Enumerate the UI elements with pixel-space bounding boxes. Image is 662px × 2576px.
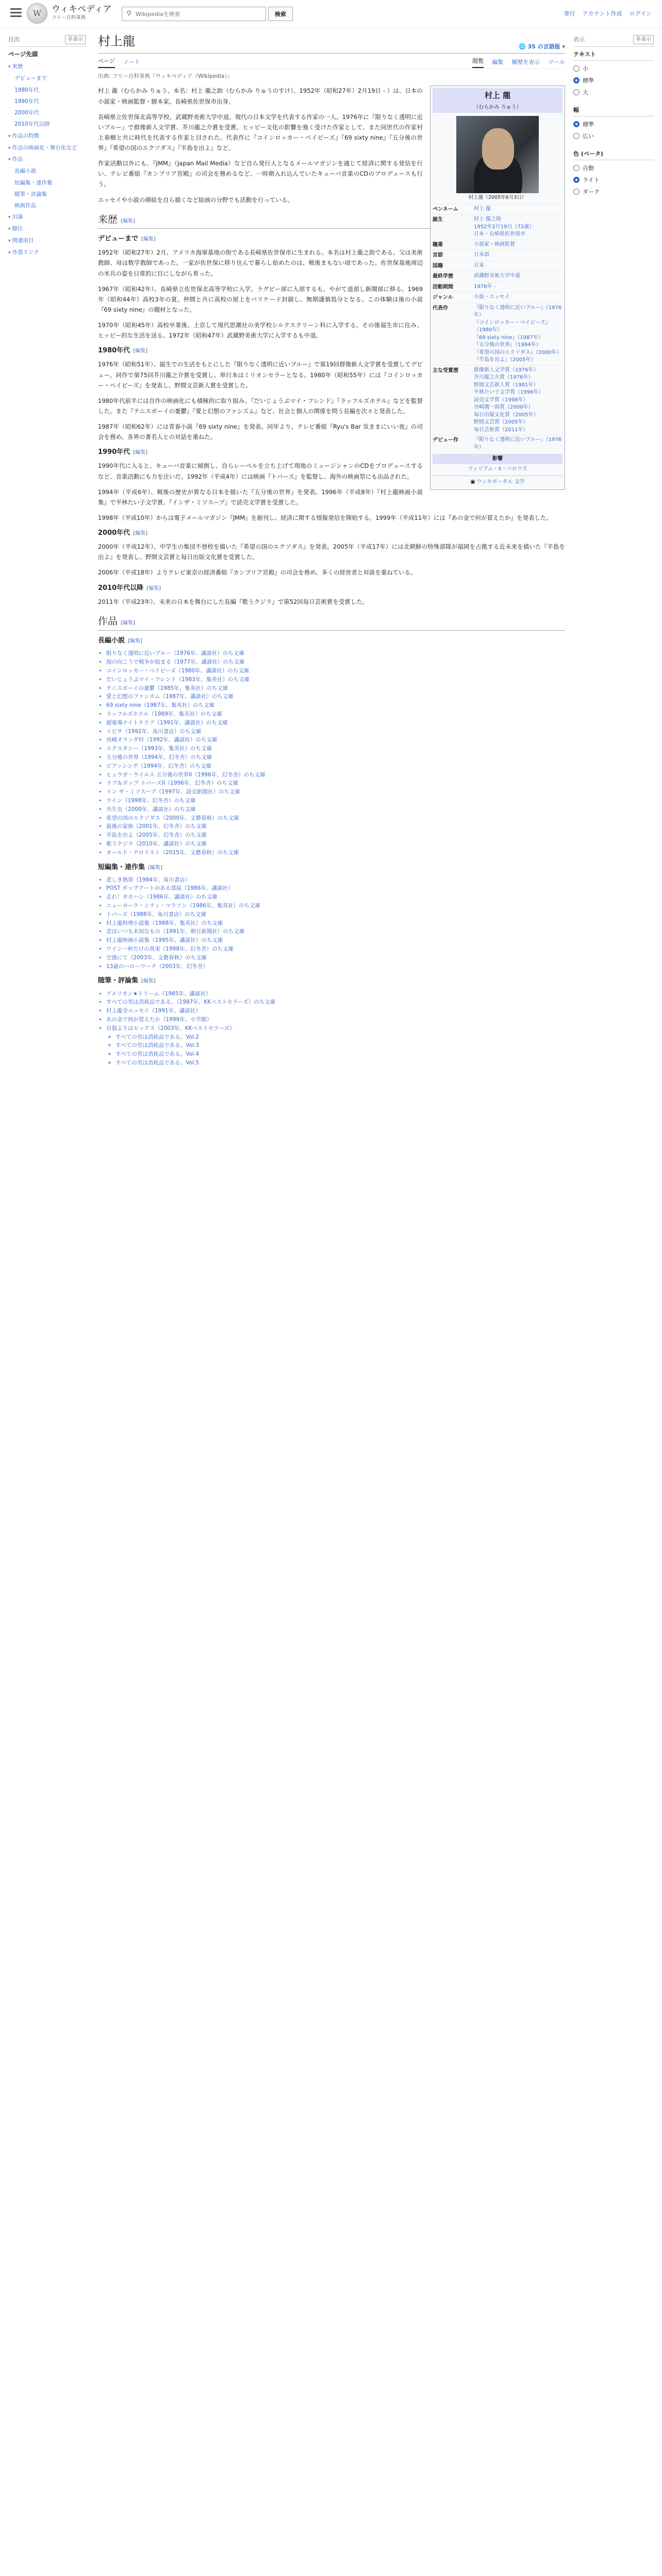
article-source-line: 出典: フリー百科事典『ウィキペディア（Wikipedia）』 xyxy=(98,73,233,80)
infobox-reading: （むらかみ りゅう） xyxy=(433,104,562,113)
work-item[interactable]: • 13歳のハローワーク（2003年、幻冬舎） xyxy=(106,962,565,971)
work-item[interactable]: • 歌うクジラ（2010年、講談社）のち文庫 xyxy=(106,840,565,849)
infobox-value-line[interactable]: 『半島を出よ』（2005年） xyxy=(474,357,536,363)
edit-1990s-link[interactable]: 編集 xyxy=(135,450,146,456)
work-item[interactable]: • 走れ！タカハシ（1986年、講談社）のち文庫 xyxy=(106,893,565,902)
section-debut: デビューまで [編集] xyxy=(98,235,156,243)
paragraph: エッセイや小説の挿絵を自ら描くなど絵画の分野でも活動を行っている。 xyxy=(98,196,293,204)
toc-item-label: 随筆・評論集 xyxy=(14,191,47,197)
toc-item-label: 来歴 xyxy=(12,63,23,70)
chevron-down-icon[interactable]: ▾ xyxy=(8,157,11,163)
text-size-label: 大 xyxy=(583,89,588,96)
chevron-down-icon[interactable]: ▾ xyxy=(8,215,11,221)
infobox-value-line[interactable]: 1976年 - xyxy=(474,283,496,290)
work-item[interactable]: • テニスボーイの憂鬱（1985年、集英社）のち文庫 xyxy=(106,684,565,693)
toc-item[interactable] xyxy=(8,200,86,211)
width-option[interactable] xyxy=(573,130,654,142)
infobox-value xyxy=(474,241,562,249)
width-label: 標準 xyxy=(583,121,594,128)
infobox-value xyxy=(474,367,562,434)
essays-list xyxy=(98,990,565,1067)
work-item[interactable]: • 最後の家族（2001年、幻冬舎）のち文庫 xyxy=(106,822,565,831)
infobox-value-line[interactable]: 群像新人文学賞（1976年） xyxy=(474,367,539,373)
work-item[interactable]: • すべての男は消耗品である。（1987年、KKベストセラーズ）のち文庫 xyxy=(106,998,565,1007)
work-item[interactable]: • 限りなく透明に近いブルー（1976年、講談社）のち文庫 xyxy=(106,649,565,658)
work-item[interactable]: ◦ すべての男は消耗品である。Vol.3 xyxy=(115,1041,565,1050)
width-option[interactable] xyxy=(573,118,654,130)
infobox-key: 最終学歴 xyxy=(433,274,453,280)
work-item[interactable]: • トパーズ（1988年、角川書店）のち文庫 xyxy=(106,910,565,919)
work-item[interactable]: • ピアッシング（1994年、幻冬舎）のち文庫 xyxy=(106,762,565,771)
appearance-heading: 表示 xyxy=(573,36,585,43)
infobox-row xyxy=(433,271,562,282)
toc-item-label: 出演 xyxy=(12,214,23,221)
work-item[interactable]: • 村上龍映画小説集（1995年、講談社）のち文庫 xyxy=(106,936,565,945)
tab-edit[interactable]: 編集 xyxy=(492,59,504,66)
infobox xyxy=(430,86,565,489)
infobox-value-line[interactable]: 『希望の国のエクソダス』（2000年） xyxy=(474,349,562,355)
edit-short-link[interactable]: 編集 xyxy=(150,865,160,871)
width-title: 幅 xyxy=(573,106,654,116)
toc-item[interactable] xyxy=(8,247,86,259)
infobox-key: 活動期間 xyxy=(433,284,453,290)
paragraph: 1987年（昭和62年）には青春小説『69 sixty nine』を発表。同年より、テレビ番組『Ryu's Bar 気ままにいい夜』の司会を務め、各界の著名人との対話を重ねた。 xyxy=(98,423,423,441)
infobox-name: 村上 龍 xyxy=(433,88,562,103)
edit-works-link[interactable]: 編集 xyxy=(122,620,133,626)
work-item[interactable]: • 半島を出よ（2005年、幻冬舎）のち文庫 xyxy=(106,831,565,840)
infobox-value xyxy=(474,283,562,292)
work-item[interactable]: • 恋はいつも未知なもの（1991年、朝日新聞社）のち文庫 xyxy=(106,927,565,936)
width-label: 広い xyxy=(583,132,594,140)
infobox-value-line[interactable]: 日本 xyxy=(474,262,484,268)
paragraph: 1952年（昭和27年）2月、アメリカ海軍基地の街である長崎県佐世保市に生まれる。本名は村上龍之助である。父は美術教師、母は数学教師であった。一家が佐世保に移り住んで暮らし始めたのは、戦後まもない頃であった。佐世保基地周辺の米兵の姿を日常的に目にしながら育った。 xyxy=(98,249,423,277)
toc-item[interactable] xyxy=(8,118,86,130)
infobox-value-line[interactable]: 1952年2月19日（72歳） xyxy=(474,224,535,230)
toc-item[interactable] xyxy=(8,211,86,223)
infobox-value-line[interactable]: 芥川龍之介賞（1976年） xyxy=(474,375,534,381)
work-item[interactable]: • アメリカン★ドリーム（1985年、講談社） xyxy=(106,990,565,998)
donate-link[interactable]: 寄付 xyxy=(564,10,575,17)
create-account-link[interactable]: アカウント作成 xyxy=(582,10,622,17)
toc-item[interactable] xyxy=(8,154,86,165)
work-item[interactable]: • 村上龍料理小説集（1988年、集英社）のち文庫 xyxy=(106,919,565,928)
work-item[interactable]: • 69 sixty nine（1987年、集英社）のち文庫 xyxy=(106,701,565,710)
infobox-row xyxy=(433,250,562,261)
toc-item[interactable] xyxy=(8,189,86,200)
infobox-value-line[interactable]: 『限りなく透明に近いブルー』（1976年） xyxy=(474,437,562,450)
toc-item-label: 作品 xyxy=(12,156,23,163)
toc-item[interactable] xyxy=(8,223,86,235)
text-size-option[interactable] xyxy=(573,63,654,75)
toc-item-label: 映画作品 xyxy=(14,202,36,209)
color-group xyxy=(573,149,654,198)
tab-read[interactable]: 閲覧 xyxy=(472,57,484,68)
chevron-down-icon[interactable]: ▾ xyxy=(8,64,11,70)
toc-item[interactable] xyxy=(8,84,86,96)
toc-item[interactable] xyxy=(8,61,86,73)
work-item[interactable]: • エクスタシー（1993年、集英社）のち文庫 xyxy=(106,744,565,753)
infobox-value-line[interactable]: 野間文芸新人賞（1981年） xyxy=(474,382,539,388)
section-long-novels: 長編小説 [編集] xyxy=(98,637,142,645)
short-stories-list xyxy=(98,876,565,971)
paragraph: 2011年（平成23年）、未来の日本を舞台にした長編『歌うクジラ』で第52回毎日芸術賞を受賞した。 xyxy=(98,598,369,605)
infobox-influence-heading: 影響 xyxy=(433,454,562,464)
search-box xyxy=(122,7,266,21)
search-icon: ⚲ xyxy=(126,9,131,18)
edit-history-link[interactable]: 編集 xyxy=(122,218,133,224)
text-size-title: テキスト xyxy=(573,50,654,61)
toc-item[interactable] xyxy=(8,73,86,84)
infobox-row xyxy=(433,240,562,250)
work-item[interactable]: • だいじょうぶマイ・フレンド（1983年、集英社）のち文庫 xyxy=(106,675,565,684)
essay-series-list xyxy=(98,1033,565,1067)
paragraph: 1998年（平成10年）からは電子メールマガジン『JMM』を創刊し、経済に関する情報発信を開始する。1999年（平成11年）には『あの金で何が買えたか』を発表した。 xyxy=(98,514,553,521)
color-title: 色 (ベータ) xyxy=(573,149,654,160)
site-header xyxy=(0,0,662,28)
infobox-value-line[interactable]: 武蔵野美術大学中退 xyxy=(474,273,520,279)
toc-item[interactable] xyxy=(8,96,86,107)
infobox-key: 主な受賞歴 xyxy=(433,367,458,374)
paragraph: 1994年（平成6年）、戦後の歴史が異なる日本を描いた『五分後の世界』を発表。1996年（平成8年）『村上龍映画小説集』で平林たい子文学賞、『インザ・ミソスープ』で読売文学賞を受賞した。 xyxy=(98,488,423,506)
edit-2000s-link[interactable]: 編集 xyxy=(135,531,146,537)
logo-tagline: フリー百科事典 xyxy=(52,14,86,21)
toc-item[interactable] xyxy=(8,165,86,177)
influence-link[interactable]: ウィリアム・S・バロウズ xyxy=(468,466,527,472)
infobox-value xyxy=(474,251,562,260)
section-essays: 随筆・評論集 [編集] xyxy=(98,977,156,985)
edit-essay-link[interactable]: 編集 xyxy=(143,978,154,985)
infobox-value xyxy=(474,436,562,451)
work-item[interactable]: • ヒュウガ・ウイルス 五分後の世界II（1996年、幻冬舎）のち文庫 xyxy=(106,771,565,779)
appearance-sidebar xyxy=(573,35,654,205)
paragraph: 村上 龍（むらかみ りゅう、本名：村上 龍之助（むらかみ りゅうのすけ）、1952年（昭和27年）2月19日 - ）は、日本の小説家・映画監督・脚本家。長崎県佐世保市出身。 xyxy=(98,87,423,105)
toc-item-label: 外部リンク xyxy=(12,249,39,256)
work-item[interactable]: ◦ すべての男は消耗品である。Vol.4 xyxy=(115,1050,565,1059)
color-option[interactable] xyxy=(573,174,654,186)
text-size-group xyxy=(573,50,654,98)
edit-2010s-link[interactable]: 編集 xyxy=(148,585,159,591)
section-1990s: 1990年代 [編集] xyxy=(98,448,147,456)
infobox-value-line[interactable]: 村上 龍之助 xyxy=(474,216,502,223)
infobox-value-line[interactable]: 『69 sixty nine』（1987年） xyxy=(474,334,543,341)
section-works: 作品 [編集] xyxy=(98,614,565,631)
work-item[interactable]: • 五分後の世界（1994年、幻冬舎）のち文庫 xyxy=(106,753,565,762)
edit-debut-link[interactable]: 編集 xyxy=(143,236,154,243)
section-2010s: 2010年代以降 [編集] xyxy=(98,584,161,592)
edit-1980s-link[interactable]: 編集 xyxy=(135,348,146,354)
work-item[interactable]: • 空港にて（2003年、文藝春秋）のち文庫 xyxy=(106,954,565,962)
language-button[interactable]: 🌐 35 の言語版 ▾ xyxy=(518,43,565,50)
infobox-row xyxy=(433,204,562,215)
work-item[interactable]: • 希望の国のエクソダス（2000年、文藝春秋）のち文庫 xyxy=(106,814,565,823)
paragraph: 1980年代前半には自作の映画化にも積極的に取り組み、『だいじょうぶマイ・フレンド』『ラッフルズホテル』などを監督した。また『テニスボーイの憂鬱』『愛と幻想のファシズム』など、社会と個人の関係を問う長編を次々と発表した。 xyxy=(98,397,423,415)
radio-icon xyxy=(573,133,580,139)
infobox-value-line[interactable]: 毎日出版文化賞（2005年） xyxy=(474,412,539,418)
toc-item-label: 短編集・連作集 xyxy=(14,179,53,186)
toc-item[interactable] xyxy=(8,235,86,247)
portal-link[interactable] xyxy=(433,476,562,487)
paragraph: 2000年（平成12年）、中学生の集団不登校を描いた『希望の国のエクソダス』を発表。2005年（平成17年）には北朝鮮の特殊部隊が福岡を占拠する近未来を描いた『半島を出よ』を発表し、野間文芸賞と毎日出版文化賞を受賞した。 xyxy=(98,543,565,561)
page-tabs xyxy=(98,56,565,69)
work-item[interactable]: • 愛と幻想のファシズム（1987年、講談社）のち文庫 xyxy=(106,692,565,701)
toc-heading: 目次 xyxy=(8,36,20,43)
main-content xyxy=(98,32,565,1072)
toc-item[interactable] xyxy=(8,130,86,142)
text-size-option[interactable] xyxy=(573,75,654,87)
infobox-value xyxy=(474,216,562,239)
chevron-down-icon[interactable]: ▾ xyxy=(8,227,11,232)
infobox-row xyxy=(433,292,562,303)
text-size-option[interactable] xyxy=(573,87,654,98)
work-item[interactable]: • あの金で何が買えたか（1999年、小学館） xyxy=(106,1015,565,1024)
infobox-value-line[interactable]: 毎日芸術賞（2011年） xyxy=(474,427,528,433)
toc-item-label: 作品の映画化・舞台化など xyxy=(12,144,77,151)
toc-item-label: 1980年代 xyxy=(14,87,39,93)
radio-icon xyxy=(573,65,580,72)
toc-item[interactable] xyxy=(8,177,86,189)
toc-item-label: 作品の特徴 xyxy=(12,132,40,139)
infobox-key: ジャンル xyxy=(433,295,453,301)
paragraph: 1967年（昭和42年）、長崎県立佐世保北高等学校に入学。ラグビー部に入部するも、やがて退部し新聞部に移る。1969年（昭和44年）高校3年の夏、仲間と共に高校の屋上をバリケード封鎖し、無期謹慎処分となる。この体験は後の小説『69 sixty nine』の題材となった。 xyxy=(98,285,423,313)
work-item[interactable]: • ラッフルズホテル（1989年、集英社）のち文庫 xyxy=(106,710,565,719)
infobox-value xyxy=(474,304,562,364)
section-1980s: 1980年代 [編集] xyxy=(98,347,147,355)
infobox-row xyxy=(433,214,562,240)
work-item[interactable]: • 共生虫（2000年、講談社）のち文庫 xyxy=(106,805,565,814)
section-history: 来歴 [編集] xyxy=(98,212,565,229)
color-option[interactable] xyxy=(573,186,654,198)
paragraph: 1976年（昭和51年）、福生での生活をもとにした『限りなく透明に近いブルー』で第19回群像新人文学賞を受賞してデビュー。同作で第75回芥川龍之介賞を受賞し、単行本はミリオンセラーとなる。1980年（昭和55年）には『コインロッカー・ベイビーズ』を発表し、野間文芸新人賞を受賞した。 xyxy=(98,361,423,389)
portal-link-label[interactable]: ウィキポータル 文学 xyxy=(477,479,525,485)
author-portrait[interactable] xyxy=(456,116,539,193)
infobox-row xyxy=(433,282,562,293)
infobox-value-line[interactable]: 野間文芸賞（2005年） xyxy=(474,419,528,426)
infobox-row xyxy=(433,435,562,452)
chevron-down-icon[interactable]: ▾ xyxy=(8,250,11,256)
toc-top-link[interactable]: ページ先頭 xyxy=(8,50,38,58)
work-item[interactable]: • ワイン一杯だけの真実（1998年、幻冬舎）のち文庫 xyxy=(106,945,565,954)
work-item[interactable]: • 自殺よりはセックス（2003年、KKベストセラーズ） xyxy=(106,1024,565,1033)
paragraph: 2006年（平成18年）よりテレビ東京の経済番組『カンブリア宮殿』の司会を務め、多くの経営者と対談を重ねている。 xyxy=(98,569,417,577)
search-button[interactable]: 検索 xyxy=(268,7,293,21)
chevron-down-icon[interactable]: ▾ xyxy=(8,133,11,139)
work-item[interactable]: • POST ポップアートのある部屋（1986年、講談社） xyxy=(106,884,565,893)
toc-item-label: 2000年代 xyxy=(14,110,39,116)
appearance-hide-button[interactable]: 非表示 xyxy=(633,35,654,44)
color-label: ライト xyxy=(583,176,600,183)
toc-item-label: 2010年代以降 xyxy=(14,121,50,128)
search-input[interactable] xyxy=(136,11,266,18)
radio-icon xyxy=(573,89,580,95)
toc-sidebar xyxy=(8,35,86,259)
tab-article[interactable]: ページ xyxy=(98,57,115,68)
work-item[interactable]: • イン ザ・ミソスープ（1997年、読売新聞社）のち文庫 xyxy=(106,788,565,796)
tab-talk[interactable]: ノート xyxy=(123,59,140,66)
work-item[interactable]: • イビサ（1992年、角川書店）のち文庫 xyxy=(106,727,565,736)
tab-tools[interactable]: ツール xyxy=(548,59,565,66)
section-short-stories: 短編集・連作集 [編集] xyxy=(98,863,162,871)
toc-item-label: 脚注 xyxy=(12,226,23,232)
infobox-key: 国籍 xyxy=(433,263,443,269)
work-item[interactable]: • オールド・テロリスト（2015年、文藝春秋）のち文庫 xyxy=(106,849,565,857)
radio-icon xyxy=(573,177,580,183)
paragraph: 作家活動以外にも、『JMM』（Japan Mail Media）など自ら発行人となるメールマガジンを通じて経済に関する発信を行い、テレビ番組『カンブリア宮殿』の司会を務めるなど、一時期入れ込んでいたキューバ音楽のCDのプロデュースも行う。 xyxy=(98,160,423,188)
infobox-row xyxy=(433,303,562,365)
portal-icon: ▣ xyxy=(470,479,475,485)
radio-icon xyxy=(573,165,580,171)
edit-long-link[interactable]: 編集 xyxy=(129,638,140,645)
infobox-value-line[interactable]: 日本・長崎県佐世保市 xyxy=(474,231,525,238)
toc-hide-button[interactable]: 非表示 xyxy=(65,35,86,44)
work-item[interactable]: • コインロッカー・ベイビーズ（1980年、講談社）のち文庫 xyxy=(106,667,565,675)
paragraph: 1970年（昭和45年）高校卒業後、上京して現代思潮社の美学校シルクスクリーン科に入学する。その後福生市に住み、ヒッピー的な生活を送る。1972年（昭和47年）武蔵野美術大学に入学するも中退。 xyxy=(98,321,423,340)
infobox-value xyxy=(474,206,562,214)
work-item[interactable]: • ニューヨーク・シティ・マラソン（1986年、集英社）のち文庫 xyxy=(106,902,565,910)
toc-item-label: 長編小説 xyxy=(14,168,36,175)
infobox-value-line[interactable]: 小説家・映画監督 xyxy=(474,241,515,247)
infobox-value-line[interactable]: 『限りなく透明に近いブルー』（1976年） xyxy=(474,304,562,318)
work-item[interactable]: • 村上龍全エッセイ（1991年、講談社） xyxy=(106,1007,565,1015)
infobox-value-line[interactable]: 平林たい子文学賞（1996年） xyxy=(474,389,544,396)
infobox-value-line[interactable]: 『五分後の世界』（1994年） xyxy=(474,342,541,348)
work-item[interactable]: • 海の向こうで戦争が始まる（1977年、講談社）のち文庫 xyxy=(106,658,565,667)
width-group xyxy=(573,106,654,142)
radio-icon xyxy=(573,121,580,127)
section-2000s: 2000年代 [編集] xyxy=(98,529,147,537)
infobox-value xyxy=(474,273,562,281)
toc-item-label: 1990年代 xyxy=(14,98,39,105)
infobox-value-line[interactable]: 日本語 xyxy=(474,252,489,258)
text-size-label: 小 xyxy=(583,65,588,72)
infobox-value-line[interactable]: 村上 龍 xyxy=(474,206,491,212)
work-item[interactable]: • 悲しき熱帯（1984年、角川書店） xyxy=(106,876,565,885)
toc-item-label: デビューまで xyxy=(14,75,47,82)
wikipedia-globe-icon: W xyxy=(27,3,47,24)
color-label: 自動 xyxy=(583,164,594,172)
work-item[interactable]: • ラブ＆ポップ トパーズII（1996年、幻冬舎）のち文庫 xyxy=(106,779,565,788)
toc-item[interactable] xyxy=(8,107,86,118)
main-menu-button[interactable] xyxy=(10,8,22,18)
color-label: ダーク xyxy=(583,188,600,195)
long-novels-list xyxy=(98,649,565,857)
infobox-value-line[interactable]: 小説・エッセイ xyxy=(474,294,510,300)
paragraph: 1990年代に入ると、キューバ音楽に傾倒し、自らレーベルを立ち上げて現地のミュージシャンのCDをプロデュースするなど、音楽活動にも力を注いだ。1992年（平成4年）には映画『トパーズ』を監督し、海外の映画祭にも出品された。 xyxy=(98,462,423,480)
tab-history[interactable]: 履歴を表示 xyxy=(511,59,540,66)
infobox-key: デビュー作 xyxy=(433,437,458,444)
text-size-label: 標準 xyxy=(583,77,594,84)
infobox-key: ペンネーム xyxy=(433,206,458,212)
paragraph: 長崎県立佐世保北高等学校、武蔵野美術大学中退。現代の日本文学を代表する作家の一人。1976年に『限りなく透明に近いブルー』で群像新人文学賞、芥川龍之介賞を受賞。ヒッピー文化の影響を強く受けた作家として、また同世代の作家村上春樹と共に時代を代表する作家と目された。代表作に『コインロッカー・ベイビーズ』『69 sixty nine』『五分後の世界』『希望の国のエクソダス』『半島を出よ』など。 xyxy=(98,113,423,152)
infobox-value-line[interactable]: 『コインロッカー・ベイビーズ』（1980年） xyxy=(474,319,551,333)
infobox-value-line[interactable]: 谷崎潤一郎賞（2000年） xyxy=(474,404,534,411)
infobox-row xyxy=(433,365,562,435)
infobox-key: 代表作 xyxy=(433,305,448,311)
infobox-key: 誕生 xyxy=(433,217,443,223)
user-links xyxy=(564,9,652,18)
language-count: 35 の言語版 xyxy=(527,43,560,50)
infobox-value-line[interactable]: 読売文学賞（1998年） xyxy=(474,397,528,403)
radio-icon xyxy=(573,189,580,195)
infobox-value xyxy=(474,294,562,302)
work-item[interactable]: • 長崎オランダ村（1992年、講談社）のち文庫 xyxy=(106,736,565,744)
work-item[interactable]: • ライン（1998年、幻冬舎）のち文庫 xyxy=(106,796,565,805)
color-option[interactable] xyxy=(573,162,654,174)
toc-item[interactable] xyxy=(8,142,86,154)
chevron-down-icon[interactable]: ▾ xyxy=(8,145,11,151)
infobox-value xyxy=(474,262,562,270)
infobox-row xyxy=(433,261,562,272)
page-title: 村上龍 xyxy=(98,34,135,48)
infobox-key: 言語 xyxy=(433,252,443,259)
site-logo[interactable] xyxy=(27,3,112,24)
login-link[interactable]: ログイン xyxy=(629,10,652,17)
work-item[interactable]: ◦ すべての男は消耗品である。Vol.5 xyxy=(115,1059,565,1067)
toc-list xyxy=(8,61,86,259)
chevron-down-icon[interactable]: ▾ xyxy=(8,239,11,244)
infobox-key: 職業 xyxy=(433,242,443,248)
work-item[interactable]: ◦ すべての男は消耗品である。Vol.2 xyxy=(115,1033,565,1042)
toc-item-label: 関連項目 xyxy=(12,238,34,244)
work-item[interactable]: • 超電導ナイトクラブ（1991年、講談社）のち文庫 xyxy=(106,719,565,727)
portrait-caption: 村上龍（2005年6月3日） xyxy=(468,195,527,201)
radio-icon xyxy=(573,77,580,83)
logo-title: ウィキペディア xyxy=(52,4,112,15)
